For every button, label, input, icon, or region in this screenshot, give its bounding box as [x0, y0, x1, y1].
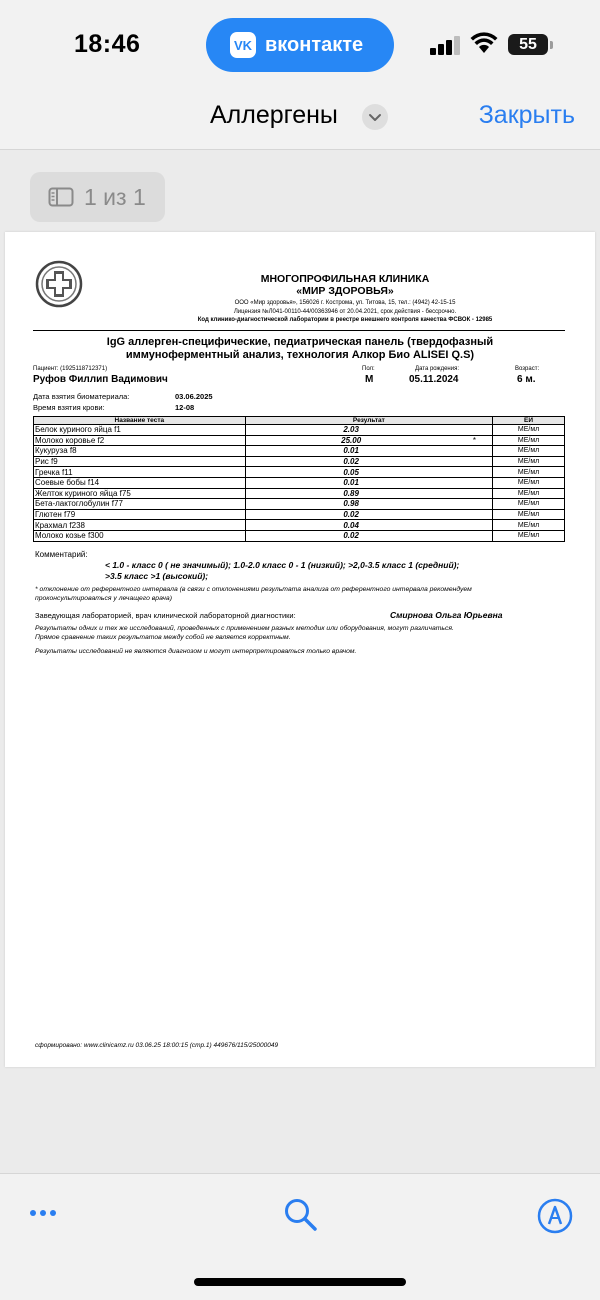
test-name: Желток куриного яйца f75 — [34, 488, 246, 499]
document-title[interactable]: Аллергены — [210, 101, 338, 129]
test-flag — [457, 425, 493, 436]
page-indicator-label: 1 из 1 — [84, 183, 146, 210]
table-row — [34, 530, 565, 541]
clinic-info: ООО «Мир здоровья», 156026 г. Кострома, ул. Титова, 15, тел.: (4942) 42-15-15 Лицензия №Л041-00110-44/00363946 от 20.04.2021, срок действия - бессрочно. Код клинико-диагностической лаборатории в реестре внешнего контроля качества ФСВОК - 12985 — [197, 300, 493, 323]
sample-date-label: Дата взятия биоматериала: — [33, 392, 130, 401]
generated-footer: сформировано: www.clinicamz.ru 03.06.25 18:00:15 (стр.1) 449676/115/25000049 — [35, 1042, 279, 1049]
age-value: 6 м. — [517, 374, 536, 385]
battery-icon: 55 — [508, 34, 548, 55]
test-flag — [457, 530, 493, 541]
test-unit: МЕ/мл — [493, 488, 565, 499]
test-unit: МЕ/мл — [493, 530, 565, 541]
test-result: 0.01 — [245, 446, 457, 457]
table-row — [34, 499, 565, 510]
patient-name: Руфов Филлип Вадимович — [33, 374, 168, 385]
page-indicator[interactable] — [30, 172, 165, 222]
header-test-name: Название теста — [34, 417, 246, 425]
test-name: Молоко коровье f2 — [34, 435, 246, 446]
test-result: 0.01 — [245, 477, 457, 488]
test-flag — [457, 467, 493, 478]
table-row — [34, 467, 565, 478]
test-name: Соевые бобы f14 — [34, 477, 246, 488]
test-flag — [457, 509, 493, 520]
comment-label: Комментарий: — [35, 550, 88, 559]
methods-note: Результаты одних и тех же исследований, проведенных с применением разных методик или оборудования, могут различаться. Прямое сравнение таких результатов между собой не является корректным. — [35, 625, 454, 641]
head-of-lab-label: Заведующая лабораторией, врач клинической лабораторной диагностики: — [35, 611, 296, 620]
divider — [33, 330, 565, 331]
battery-tip — [550, 41, 553, 49]
sample-time-value: 12-08 — [175, 403, 195, 412]
test-result: 2.03 — [245, 425, 457, 436]
title-menu-button[interactable] — [362, 104, 388, 130]
test-flag — [457, 520, 493, 531]
table-row — [34, 435, 565, 446]
sidebar-icon — [48, 187, 74, 207]
test-unit: МЕ/мл — [493, 509, 565, 520]
test-unit: МЕ/мл — [493, 499, 565, 510]
test-flag: * — [457, 435, 493, 446]
clinic-name: МНОГОПРОФИЛЬНАЯ КЛИНИКА «МИР ЗДОРОВЬЯ» — [260, 273, 430, 297]
search-icon[interactable] — [284, 1198, 318, 1232]
test-unit: МЕ/мл — [493, 467, 565, 478]
more-dots-icon — [30, 1210, 36, 1216]
test-name: Кукуруза f8 — [34, 446, 246, 457]
head-of-lab-name: Смирнова Ольга Юрьевна — [390, 610, 503, 620]
test-result: 0.98 — [245, 499, 457, 510]
test-name: Глютен f79 — [34, 509, 246, 520]
patient-label: Пациент: (1925118712371) — [33, 366, 108, 372]
chevron-down-icon — [368, 113, 382, 122]
results-table — [33, 416, 565, 542]
test-unit: МЕ/мл — [493, 446, 565, 457]
test-name: Бета-лактоглобулин f77 — [34, 499, 246, 510]
cellular-signal-icon — [430, 35, 462, 55]
table-row — [34, 425, 565, 436]
header-result: Результат — [245, 417, 492, 425]
test-result: 0.02 — [245, 456, 457, 467]
test-unit: МЕ/мл — [493, 520, 565, 531]
home-indicator[interactable] — [194, 1278, 406, 1286]
status-bar — [0, 0, 600, 90]
sex-label: Пол: — [362, 366, 375, 372]
test-result: 0.05 — [245, 467, 457, 478]
test-unit: МЕ/мл — [493, 435, 565, 446]
test-result: 25.00 — [245, 435, 457, 446]
test-result: 0.04 — [245, 520, 457, 531]
analysis-title: IgG аллерген-специфические, педиатрическая панель (твердофазный иммуноферментный анализ, технология Алкор Био ALISEI Q.S) — [106, 336, 494, 361]
table-row — [34, 488, 565, 499]
more-button[interactable] — [30, 1210, 56, 1216]
test-flag — [457, 488, 493, 499]
close-button[interactable]: Закрыть — [478, 101, 575, 129]
dob-label: Дата рождения: — [415, 366, 459, 372]
test-name: Белок куриного яйца f1 — [34, 425, 246, 436]
test-flag — [457, 499, 493, 510]
clinic-logo-icon — [35, 260, 83, 308]
status-time: 18:46 — [74, 30, 141, 58]
test-unit: МЕ/мл — [493, 456, 565, 467]
sample-date-value: 03.06.2025 — [175, 392, 213, 401]
test-name: Молоко козье f300 — [34, 530, 246, 541]
document-page[interactable] — [5, 232, 595, 1067]
age-label: Возраст: — [515, 366, 540, 372]
wifi-icon — [470, 32, 498, 54]
test-name: Крахмал f238 — [34, 520, 246, 531]
diagnosis-note: Результаты исследований не являются диагнозом и могут интерпретироваться только врачом. — [35, 648, 357, 655]
test-result: 0.02 — [245, 509, 457, 520]
test-result: 0.89 — [245, 488, 457, 499]
test-unit: МЕ/мл — [493, 477, 565, 488]
return-to-app-pill[interactable] — [206, 18, 394, 72]
table-row — [34, 456, 565, 467]
test-unit: МЕ/мл — [493, 425, 565, 436]
return-app-label: вконтакте — [265, 33, 364, 56]
table-row — [34, 446, 565, 457]
vk-logo-icon: VK — [230, 32, 256, 58]
test-flag — [457, 477, 493, 488]
test-name: Гречка f11 — [34, 467, 246, 478]
comment-text: < 1.0 - класс 0 ( не значимый); 1.0-2.0 класс 0 - 1 (низкий); >2,0-3.5 класс 1 (средний); >3.5 класс >1 (высокий); — [105, 560, 460, 581]
test-flag — [457, 446, 493, 457]
asterisk-note: * отклонение от референтного интервала (в связи с отклонениями результата анализа от референтного интервала рекомендуем проконсультироваться у лечащего врача) — [35, 586, 472, 602]
nav-bar — [0, 90, 600, 150]
test-result: 0.02 — [245, 530, 457, 541]
test-flag — [457, 456, 493, 467]
header-unit: ЕИ — [493, 417, 565, 425]
table-row — [34, 509, 565, 520]
test-name: Рис f9 — [34, 456, 246, 467]
sex-value: М — [365, 374, 374, 385]
table-row — [34, 477, 565, 488]
markup-pen-icon[interactable] — [537, 1198, 573, 1234]
table-row — [34, 520, 565, 531]
dob-value: 05.11.2024 — [409, 374, 459, 385]
sample-time-label: Время взятия крови: — [33, 403, 105, 412]
